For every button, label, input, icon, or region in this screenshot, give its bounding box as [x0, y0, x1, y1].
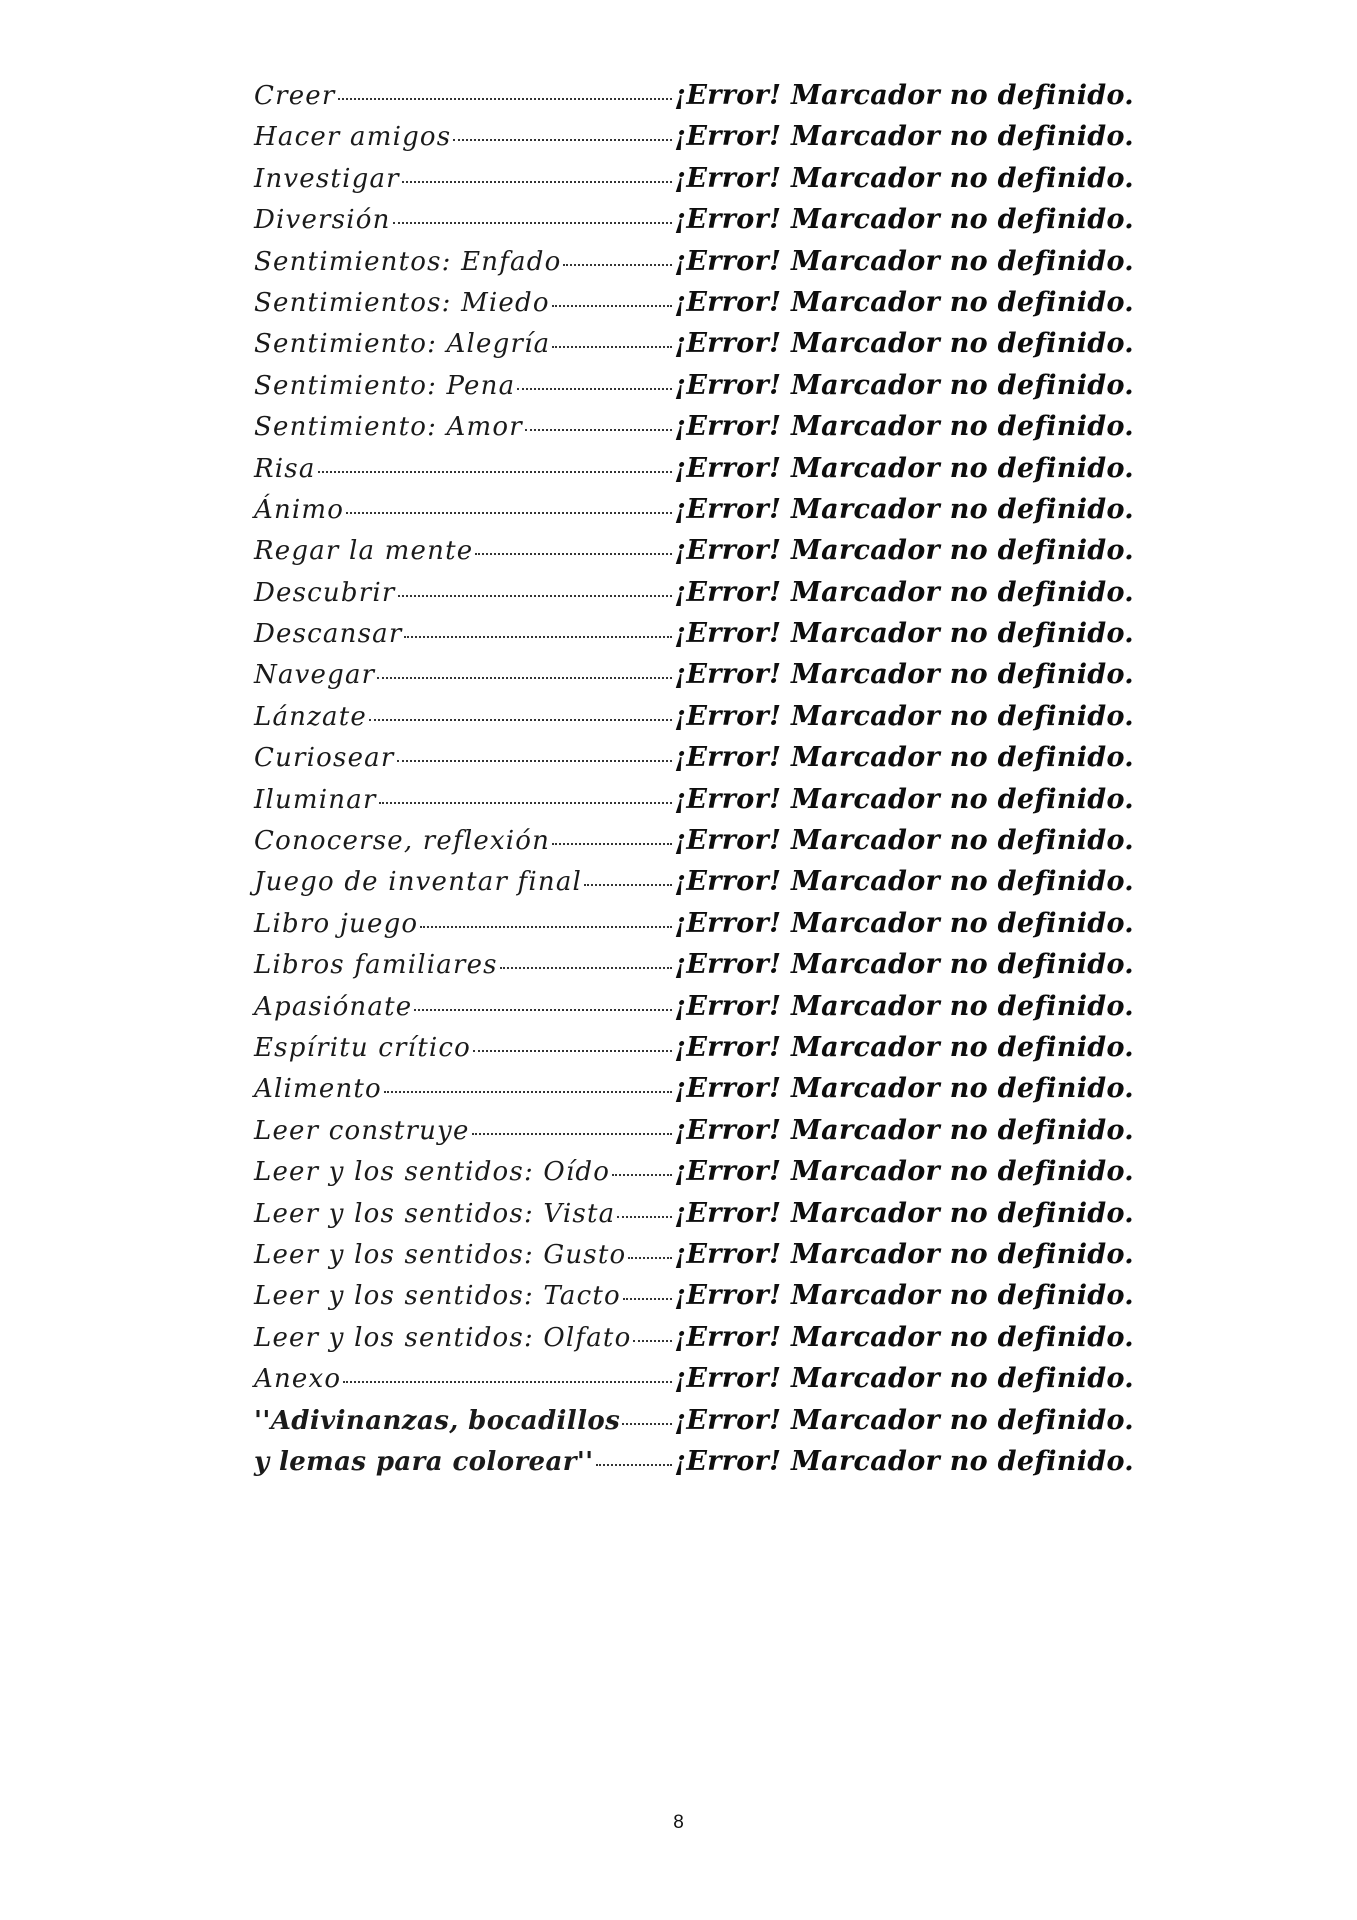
- toc-entry-page-ref: ¡Error! Marcador no definido.: [674, 783, 1134, 815]
- toc-entry[interactable]: [254, 908, 1134, 949]
- toc-entry-title: Espíritu crítico: [254, 1032, 471, 1063]
- toc-entry-title: Leer construye: [254, 1115, 470, 1146]
- dot-leader: [633, 1340, 672, 1342]
- dot-leader: [318, 471, 673, 473]
- toc-entry-title: Diversión: [254, 205, 391, 236]
- toc-entry-title: Iluminar: [254, 784, 377, 815]
- toc-entry-title: Descubrir: [254, 577, 396, 608]
- dot-leader: [398, 595, 673, 597]
- toc-entry-title: Navegar: [254, 660, 376, 691]
- toc-entry[interactable]: [254, 121, 1134, 162]
- dot-leader: [420, 926, 672, 928]
- toc-entry[interactable]: [254, 1322, 1134, 1363]
- toc-entry[interactable]: [254, 784, 1134, 825]
- toc-entry-page-ref: ¡Error! Marcador no definido.: [674, 121, 1134, 153]
- toc-entry-page-ref: ¡Error! Marcador no definido.: [674, 825, 1134, 857]
- toc-entry-page-ref: ¡Error! Marcador no definido.: [674, 618, 1134, 650]
- toc-entry[interactable]: [254, 1198, 1134, 1239]
- toc-entry-title: Libros familiares: [254, 950, 498, 981]
- toc-entry[interactable]: [254, 370, 1134, 411]
- toc-entry-page-ref: ¡Error! Marcador no definido.: [674, 1404, 1134, 1436]
- toc-entry-page-ref: ¡Error! Marcador no definido.: [674, 1197, 1134, 1229]
- dot-leader: [404, 636, 672, 638]
- toc-entry-title: Ánimo: [254, 494, 345, 525]
- dot-leader: [563, 264, 672, 266]
- toc-entry[interactable]: [254, 204, 1134, 245]
- toc-entry-title: Leer y los sentidos: Olfato: [254, 1322, 632, 1353]
- toc-entry-title: ''Adivinanzas, bocadillos: [254, 1405, 621, 1436]
- toc-entry-page-ref: ¡Error! Marcador no definido.: [674, 493, 1134, 525]
- toc-entry-title: Creer: [254, 81, 336, 111]
- dot-leader: [628, 1257, 672, 1259]
- dot-leader: [397, 760, 673, 762]
- toc-entry-page-ref: ¡Error! Marcador no definido.: [674, 1280, 1134, 1312]
- dot-leader: [596, 1464, 673, 1466]
- toc-entry[interactable]: [254, 1446, 1134, 1487]
- dot-leader: [473, 1050, 672, 1052]
- dot-leader: [500, 967, 673, 969]
- toc-entry[interactable]: [254, 1032, 1134, 1073]
- toc-entry-page-ref: ¡Error! Marcador no definido.: [674, 452, 1134, 484]
- toc-entry-title: Sentimientos: Enfado: [254, 246, 562, 277]
- toc-entry-page-ref: ¡Error! Marcador no definido.: [674, 576, 1134, 608]
- toc-entry[interactable]: [254, 742, 1134, 783]
- toc-entry[interactable]: [254, 163, 1134, 204]
- dot-leader: [369, 719, 672, 721]
- toc-entry-title: Sentimiento: Pena: [254, 370, 516, 401]
- toc-entry-page-ref: ¡Error! Marcador no definido.: [674, 866, 1134, 898]
- toc-entry-page-ref: ¡Error! Marcador no definido.: [674, 369, 1134, 401]
- toc-entry[interactable]: [254, 991, 1134, 1032]
- toc-entry-title: Alimento: [254, 1074, 382, 1105]
- toc-entry[interactable]: [254, 494, 1134, 535]
- toc-entry-title: y lemas para colorear'': [254, 1446, 594, 1477]
- toc-entry[interactable]: [254, 453, 1134, 494]
- toc-entry-title: Risa: [254, 453, 316, 484]
- toc-entry-page-ref: ¡Error! Marcador no definido.: [674, 1031, 1134, 1063]
- dot-leader: [622, 1423, 672, 1425]
- toc-entry[interactable]: [254, 1405, 1134, 1446]
- toc-entry[interactable]: [254, 1363, 1134, 1404]
- toc-entry[interactable]: [254, 1280, 1134, 1321]
- dot-leader: [377, 677, 672, 679]
- toc-entry-page-ref: ¡Error! Marcador no definido.: [674, 162, 1134, 194]
- toc-entry[interactable]: [254, 535, 1134, 576]
- dot-leader: [402, 181, 672, 183]
- toc-entry-title: Sentimiento: Amor: [254, 412, 523, 443]
- toc-entry-page-ref: ¡Error! Marcador no definido.: [674, 411, 1134, 443]
- toc-entry-title: Hacer amigos: [254, 122, 452, 153]
- dot-leader: [472, 1133, 673, 1135]
- toc-entry-title: Anexo: [254, 1364, 342, 1395]
- toc-entry-title: Sentimientos: Miedo: [254, 287, 550, 318]
- toc-entry[interactable]: [254, 1156, 1134, 1197]
- dot-leader: [393, 222, 673, 224]
- toc-entry-title: Sentimiento: Alegría: [254, 329, 551, 360]
- dot-leader: [612, 1174, 672, 1176]
- toc-entry-title: Juego de inventar final: [254, 867, 583, 898]
- dot-leader: [475, 553, 672, 555]
- toc-entry-page-ref: ¡Error! Marcador no definido.: [674, 535, 1134, 567]
- dot-leader: [517, 388, 672, 390]
- dot-leader: [414, 1009, 672, 1011]
- dot-leader: [552, 305, 673, 307]
- dot-leader: [453, 139, 672, 141]
- toc-entry-page-ref: ¡Error! Marcador no definido.: [674, 700, 1134, 732]
- toc-entry[interactable]: [254, 577, 1134, 618]
- toc-entry-title: Leer y los sentidos: Tacto: [254, 1281, 621, 1312]
- toc-entry[interactable]: [254, 328, 1134, 369]
- toc-entry[interactable]: [254, 1115, 1134, 1156]
- toc-entry[interactable]: [254, 1073, 1134, 1114]
- dot-leader: [623, 1298, 672, 1300]
- toc-entry-page-ref: ¡Error! Marcador no definido.: [674, 907, 1134, 939]
- dot-leader: [552, 346, 672, 348]
- toc-entry[interactable]: [254, 80, 1134, 121]
- dot-leader: [343, 1381, 672, 1383]
- toc-entry-title: Leer y los sentidos: Oído: [254, 1157, 611, 1188]
- dot-leader: [384, 1091, 672, 1093]
- toc-entry-title: Lánzate: [254, 701, 367, 732]
- toc-entry[interactable]: [254, 825, 1134, 866]
- toc-entry-page-ref: ¡Error! Marcador no definido.: [674, 328, 1134, 360]
- toc-entry[interactable]: [254, 618, 1134, 659]
- toc-entry-title: Leer y los sentidos: Gusto: [254, 1239, 627, 1270]
- dot-leader: [338, 98, 673, 100]
- dot-leader: [584, 884, 672, 886]
- toc-entry-title: Conocerse, reflexión: [254, 826, 551, 857]
- toc-entry-page-ref: ¡Error! Marcador no definido.: [674, 245, 1134, 277]
- toc-entry-page-ref: ¡Error! Marcador no definido.: [674, 286, 1134, 318]
- toc-entry[interactable]: [254, 411, 1134, 452]
- toc-entry-title: Libro juego: [254, 908, 419, 939]
- toc-entry-page-ref: ¡Error! Marcador no definido.: [674, 990, 1134, 1022]
- toc-entry[interactable]: [254, 866, 1134, 907]
- toc-entry[interactable]: [254, 1239, 1134, 1280]
- toc-entry-page-ref: ¡Error! Marcador no definido.: [674, 1363, 1134, 1395]
- toc-entry-page-ref: ¡Error! Marcador no definido.: [674, 1114, 1134, 1146]
- toc-entry-page-ref: ¡Error! Marcador no definido.: [674, 1073, 1134, 1105]
- toc-entry-page-ref: ¡Error! Marcador no definido.: [674, 742, 1134, 774]
- toc-entry-title: Descansar: [254, 619, 403, 650]
- toc-entry-page-ref: ¡Error! Marcador no definido.: [674, 1321, 1134, 1353]
- toc-entry[interactable]: [254, 659, 1134, 700]
- table-of-contents: [254, 80, 1134, 1487]
- toc-entry-page-ref: ¡Error! Marcador no definido.: [674, 80, 1134, 111]
- dot-leader: [552, 843, 672, 845]
- toc-entry[interactable]: [254, 701, 1134, 742]
- dot-leader: [379, 802, 673, 804]
- toc-entry-page-ref: ¡Error! Marcador no definido.: [674, 1156, 1134, 1188]
- toc-entry-title: Regar la mente: [254, 536, 474, 567]
- toc-entry[interactable]: [254, 949, 1134, 990]
- toc-entry[interactable]: [254, 287, 1134, 328]
- dot-leader: [617, 1216, 672, 1218]
- toc-entry-page-ref: ¡Error! Marcador no definido.: [674, 949, 1134, 981]
- toc-entry-page-ref: ¡Error! Marcador no definido.: [674, 659, 1134, 691]
- toc-entry-page-ref: ¡Error! Marcador no definido.: [674, 1238, 1134, 1270]
- dot-leader: [525, 429, 672, 431]
- toc-entry-title: Leer y los sentidos: Vista: [254, 1198, 616, 1229]
- toc-entry-title: Investigar: [254, 163, 400, 194]
- toc-entry-page-ref: ¡Error! Marcador no definido.: [674, 204, 1134, 236]
- toc-entry[interactable]: [254, 246, 1134, 287]
- toc-entry-page-ref: ¡Error! Marcador no definido.: [674, 1445, 1134, 1477]
- dot-leader: [346, 512, 672, 514]
- page-number: 8: [673, 1812, 684, 1833]
- toc-entry-title: Curiosear: [254, 743, 395, 774]
- toc-entry-title: Apasiónate: [254, 991, 413, 1022]
